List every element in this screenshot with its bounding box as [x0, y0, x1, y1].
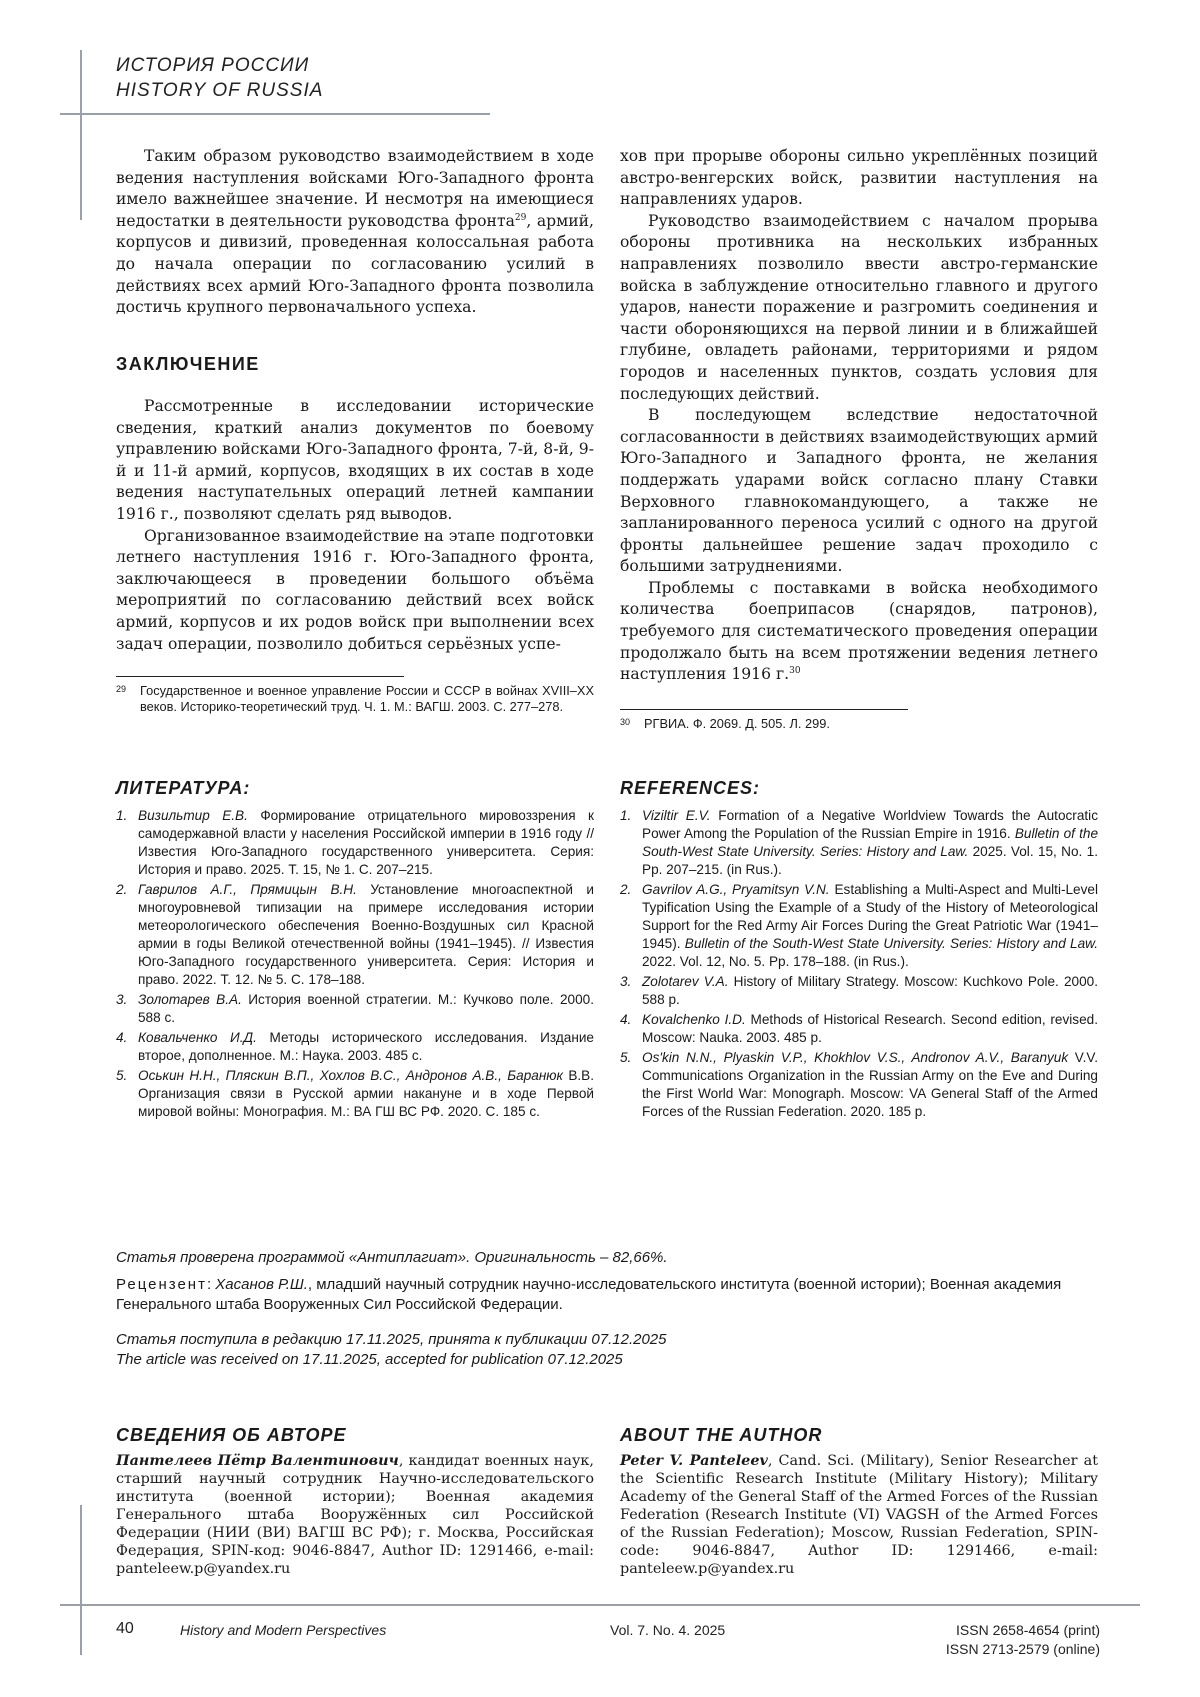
reference-author: Гаврилов А.Г., Прямицын В.Н. [138, 882, 357, 897]
reference-item [620, 1011, 1098, 1047]
issn-online: ISSN 2713-2579 (online) [945, 1641, 1100, 1657]
footnote-rule [116, 676, 404, 677]
reference-number: 1. [620, 808, 632, 823]
author-en-details: , Cand. Sci. (Military), Senior Researcher at the Scientific Research Institute (Military History); Military Academy of the General Staff of the Armed Forces of the Russian Federation (Research Institute (VI) VAGSH of the Armed Forces of the Russian Federation); Moscow, Russian Federation, SPIN-code: 9046-8847, Author ID: 1291466, e-mail: panteleew.p@yandex.ru [620, 1453, 1098, 1577]
reference-author: Viziltir E.V. [642, 808, 711, 823]
author-ru-title: СВЕДЕНИЯ ОБ АВТОРЕ [116, 1425, 347, 1445]
right-column-body [620, 146, 1098, 686]
reference-author: Kovalchenko I.D. [642, 1012, 746, 1027]
reference-author: Zolotarev V.A. [642, 974, 729, 989]
reviewer-label: Рецензент [116, 1276, 207, 1293]
reference-item [116, 1067, 594, 1121]
reference-text: Установление многоаспектной и многоуровневой типизации на примере исследования истории метеорологического обеспечения Военно-Воздушных сил Красной армии в годы Великой отечественной войны (1941–1945). // Известия Юго-Западного государственного университета. Серия: История и право. 2022. Т. 12. № 5. С. 178–188. [138, 882, 594, 987]
footnote-30 [620, 716, 1098, 732]
volume-info: Vol. 7. No. 4. 2025 [610, 1622, 726, 1638]
reference-number: 3. [620, 974, 632, 989]
references-list [620, 807, 1098, 1123]
journal-name: History and Modern Perspectives [180, 1622, 387, 1638]
left-column-conclusion [116, 396, 594, 655]
literatura-list [116, 807, 594, 1123]
paragraph: Организованное взаимодействие на этапе подготовки летнего наступления 1916 г. Юго-Западного фронта, заключающееся в проведении большого объёма мероприятий по согласованию действий всех войск армий, корпусов и их родов войск при выполнении всех задач операции, позволило добиться серьёзных успе- [116, 526, 594, 653]
reference-author: Os'kin N.N., Plyaskin V.P., Khokhlov V.S., Andronov A.V., Baranyuk [642, 1050, 1069, 1065]
left-column-intro [116, 146, 594, 319]
reviewer-name: Хасанов Р.Ш. [215, 1276, 308, 1293]
reference-journal: Bulletin of the South-West State University. Series: History and Law. [642, 826, 1099, 859]
paragraph: Руководство взаимодействием с началом прорыва обороны противника на нескольких избранных направлениях позволило ввести австро-германские войска в заблуждение относительно главного и другого ударов, нанести поражение и разгромить соединения и части обороняющихся на первой линии и в ближайшей глубине, овладеть районами, территориями и рядом городов и населенных пунктов, создать условия для последующих действий. [620, 211, 1098, 403]
reference-author: Золотарев В.А. [138, 992, 242, 1007]
author-en-title: ABOUT THE AUTHOR [620, 1425, 823, 1445]
reference-author: Gavrilov A.G., Pryamitsyn V.N. [642, 882, 830, 897]
reference-text: История военной стратегии. М.: Кучково поле. 2000. 588 с. [138, 992, 594, 1025]
page-number: 40 [116, 1620, 134, 1637]
author-ru-text [116, 1452, 594, 1578]
reference-text: Formation of a Negative Worldview Towards the Autocratic Power Among the Population of the Russian Empire in 1916. [642, 808, 1098, 841]
reference-text: Establishing a Multi-Aspect and Multi-Level Typification Using the Example of a Study of the History of Meteorological Support for the Red Army Air Forces During the Great Patriotic War (1941–1945). [642, 882, 1098, 951]
running-head-ru: ИСТОРИЯ РОССИИ [116, 55, 310, 76]
author-ru-details: , кандидат военных наук, старший научный сотрудник Научно-исследовательского института (военной истории); Военная академия Генерального штаба Вооружённых сил Российской Федерации (НИИ (ВИ) ВАГШ ВС РФ); г. Москва, Российская Федерация, SPIN-код: 9046-8847, Author ID: 1291466, e-mail: panteleew.p@yandex.ru [116, 1453, 594, 1577]
reference-number: 2. [116, 882, 128, 897]
reference-text: History of Military Strategy. Moscow: Kuchkovo Pole. 2000. 588 p. [642, 974, 1098, 1007]
reviewer-text: , младший научный сотрудник научно-исследовательского института (военной истории); Военная академия Генерального штаба Вооруженных Сил Российской Федерации. [116, 1276, 1062, 1313]
footnote-number: 30 [620, 717, 631, 727]
footnote-text: РГВИА. Ф. 2069. Д. 505. Л. 299. [644, 716, 830, 731]
section-title-conclusion: ЗАКЛЮЧЕНИЕ [116, 354, 260, 374]
reference-text: Methods of Historical Research. Second edition, revised. Moscow: Nauka. 2003. 485 p. [642, 1012, 1098, 1045]
reference-text: Формирование отрицательного мировоззрения к самодержавной власти у населения Российской империи в 1916 году // Известия Юго-Западного государственного университета. Серия: История и право. 2025. Т. 15, № 1. С. 207–215. [138, 808, 594, 877]
reference-number: 4. [116, 1030, 128, 1045]
reference-item [116, 807, 594, 879]
received-en: The article was received on 17.11.2025, accepted for publication 07.12.2025 [116, 1351, 623, 1368]
footnote-ref: 30 [789, 666, 801, 677]
author-en-text [620, 1452, 1098, 1578]
paragraph: В последующем вследствие недостаточной согласованности в действиях взаимодействующих армий Юго-Западного и Западного фронта, не желания поддержать ударами войск согласно плану Ставки Верховного главнокомандующего, а также не запланированного переноса усилий с одного на другой фронты дальнейшее решение задач проходило с большими затруднениями. [620, 406, 1098, 576]
reference-number: 4. [620, 1012, 632, 1027]
reference-journal: Bulletin of the South-West State University. Series: History and Law. [684, 936, 1098, 951]
reference-item [116, 991, 594, 1027]
reference-text: В.В. Организация связи в Русской армии накануне и в ходе Первой мировой войны: Монография. М.: ВА ГШ ВС РФ. 2020. С. 185 с. [138, 1068, 595, 1119]
reference-item [116, 881, 594, 989]
reference-item [116, 1029, 594, 1065]
author-en-name: Peter V. Panteleev [620, 1452, 768, 1469]
reference-text: V.V. Communications Organization in the Russian Army on the Eve and During the First World War: Monograph. Moscow: VA General Staff of the Armed Forces of the Russian Federation. 2020. 185 p. [642, 1050, 1098, 1119]
paragraph: Рассмотренные в исследовании исторические сведения, краткий анализ документов по боевому управлению войсками Юго-Западного фронта, 7-й, 8-й, 9-й и 11-й армий, корпусов, входящих в их состав в ходе ведения наступательных операций летней кампании 1916 г., позволяют сделать ряд выводов. [116, 397, 594, 523]
reference-number: 1. [116, 808, 128, 823]
reference-item [620, 807, 1098, 879]
footnote-rule [620, 709, 908, 710]
footnote-number: 29 [116, 684, 127, 694]
reference-tail: 2025. Vol. 15, No. 1. Pp. 207–215. (in Rus.). [642, 844, 1099, 877]
header-horizontal-rule [60, 113, 490, 115]
references-title: REFERENCES: [620, 778, 761, 798]
reference-text: Методы исторического исследования. Издание второе, дополненное. М.: Наука. 2003. 485 с. [138, 1030, 594, 1063]
reference-item [620, 973, 1098, 1009]
running-head-en: HISTORY OF RUSSIA [116, 80, 324, 101]
reference-tail: 2022. Vol. 12, No. 5. Pp. 178–188. (in Rus.). [642, 954, 909, 969]
paragraph: Таким образом руководство взаимодействием в ходе ведения наступления войсками Юго-Западного фронта имело важнейшее значение. И несмотря на имеющиеся недостатки в деятельности руководства фронта$^{29}$, армий, корпусов и дивизий, проведенная колоссальная работа до начала операции по согласованию усилий в действиях всех армий Юго-Западного фронта позволила достичь крупного первоначального успеха. [116, 147, 594, 317]
paragraph: хов при прорыве обороны сильно укреплённых позиций австро-венгерских войск, развитии наступления на направлениях ударов. [620, 147, 1098, 209]
paragraph: Проблемы с поставками в войска необходимого количества боеприпасов (снарядов, патронов), требуемого для систематического проведения операции продолжало быть на всем протяжении ведения летнего наступления 1916 г.$^{30}$ [620, 578, 1098, 684]
reviewer-note: Рецензент: Хасанов Р.Ш., младший научный сотрудник научно-исследовательского института (военной истории); Военная академия Генерального штаба Вооруженных Сил Российской Федерации. [116, 1276, 1062, 1313]
footnote-ref: 29 [514, 212, 527, 223]
reference-number: 3. [116, 992, 128, 1007]
issn-print: ISSN 2658-4654 (print) [956, 1622, 1100, 1638]
reference-item [620, 1049, 1098, 1121]
received-ru: Статья поступила в редакцию 17.11.2025, принята к публикации 07.12.2025 [116, 1331, 667, 1348]
reference-number: 5. [620, 1050, 632, 1065]
author-ru-name: Пантелеев Пётр Валентинович [116, 1452, 399, 1469]
footer-horizontal-rule [60, 1604, 1140, 1606]
reference-author: Визильтир Е.В. [138, 808, 248, 823]
reference-number: 5. [116, 1068, 128, 1083]
footer-vertical-rule [80, 1505, 82, 1655]
header-vertical-rule [80, 50, 82, 220]
antiplagiat-note: Статья проверена программой «Антиплагиат». Оригинальность – 82,66%. [116, 1249, 668, 1266]
reference-author: Ковальченко И.Д. [138, 1030, 257, 1045]
footnote-29 [116, 683, 594, 715]
reference-author: Оськин Н.Н., Пляскин В.П., Хохлов В.С., Андронов А.В., Баранюк [138, 1068, 563, 1083]
reference-number: 2. [620, 882, 632, 897]
reference-item [620, 881, 1098, 971]
literatura-title: ЛИТЕРАТУРА: [116, 778, 251, 798]
footnote-text: Государственное и военное управление России и СССР в войнах XVIII–XX веков. Историко-теоретический труд. Ч. 1. М.: ВАГШ. 2003. С. 277–278. [140, 683, 594, 714]
